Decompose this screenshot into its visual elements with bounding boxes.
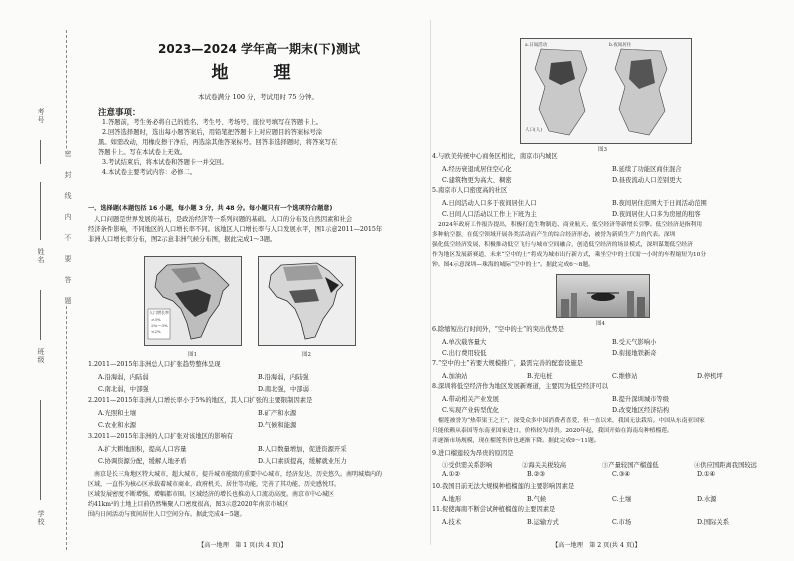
attention-item: 答题卡上。写在本试卷上无效。 <box>98 149 187 156</box>
margin-kaohao: 考号 <box>37 108 45 124</box>
intro2-line: 围内日间活动与夜间居住人口空间分布。据此完成4～5题。 <box>88 511 246 518</box>
page-divider <box>430 20 431 545</box>
intro6-line: 强化低空经济发展，积极推动低空飞行与城市空间融合，创造低空经济的场景模式，深圳谋划低空经济 <box>432 242 693 248</box>
q1-option-a[interactable]: A.沿海弱，内陆弱 <box>98 374 149 381</box>
q4-option-d[interactable]: D.昼夜流动人口差别更大 <box>612 177 682 184</box>
q8-option-d[interactable]: D.改变地区经济结构 <box>612 407 670 414</box>
q3-option-b[interactable]: B.人口数量增加，促进资源开采 <box>258 446 347 453</box>
question-11: 11.促使海南不断尝试种植榴莲的主要因素是 <box>432 506 556 513</box>
intro6-line: 多种航空器，在低空领域开展各类活动而产生的综合经济形态，被誉为新质生产力的代表。深圳 <box>432 232 676 238</box>
figure-3-nanjing-population-map <box>520 38 692 144</box>
q9-statement: ②海关关税较高 <box>522 462 567 469</box>
question-10: 10.我国目前无法大规模种植榴莲的主要影响因素是 <box>432 483 575 490</box>
section1-heading: 一、选择题(本题包括 16 小题，每小题 3 分，共 48 分。每小题只有一个选项符合题意) <box>88 205 333 212</box>
q11-option-c[interactable]: C.市场 <box>612 519 632 526</box>
q1-option-b[interactable]: B.沿海弱，内陆强 <box>258 374 309 381</box>
q6-option-b[interactable]: B.受天气影响小 <box>612 339 657 346</box>
binding-margin <box>0 0 86 561</box>
q9-option-a[interactable]: A.①② <box>442 471 460 478</box>
margin-xuexiao: 学校 <box>37 510 45 526</box>
africa-climate-map-icon <box>259 257 355 345</box>
q4-option-c[interactable]: C.建筑物更为高大、稠密 <box>442 177 512 184</box>
q8-option-c[interactable]: C.实现产业转型优化 <box>442 407 499 414</box>
intro6-line: 作为地区发展新赛道，未来“空中的士”将成为城市出行新方式，乘坐空中的士仅需一小时的车程缩短为10分 <box>432 252 707 258</box>
q5-option-b[interactable]: B.夜间居住范围大于日间活动范围 <box>612 200 707 207</box>
q4-option-a[interactable]: A.经历衰退成居住空心化 <box>442 166 512 173</box>
attention-item: 4.本试卷主要考试内容：必修二。 <box>102 169 197 176</box>
q9-option-d[interactable]: D.①④ <box>697 471 716 478</box>
q2-option-c[interactable]: C.农业和水源 <box>98 422 137 429</box>
q5-option-d[interactable]: D.夜间居住人口多为房屋的租客 <box>612 211 701 218</box>
q1-option-c[interactable]: C.南北弱，中部强 <box>98 386 149 393</box>
question-4: 4.与欧美传统中心商务区相比，南京市内城区 <box>432 153 558 160</box>
figure-2-africa-climate-map <box>258 256 356 346</box>
attention-item: 3.考试结束后，将本试卷和答题卡一并交回。 <box>102 159 228 166</box>
fig3-label-a: a.日间活动 <box>525 43 548 48</box>
figure-1-africa-growth-map <box>144 256 242 346</box>
figure-4-caption: 图4 <box>596 321 605 327</box>
nanjing-map-icon <box>521 39 691 143</box>
q9-option-c[interactable]: C.③④ <box>612 471 630 478</box>
q3-option-c[interactable]: C.协调资源分配，缓解人地矛盾 <box>98 458 187 465</box>
attention-heading: 注意事项： <box>98 108 141 118</box>
q8-option-b[interactable]: B.提升深圳城市等级 <box>612 396 670 403</box>
q10-option-d[interactable]: D.水源 <box>697 496 717 503</box>
q3-option-a[interactable]: A.扩大耕地面积，提高人口容量 <box>98 446 187 453</box>
q10-option-b[interactable]: B.气候 <box>527 496 547 503</box>
margin-xingming: 姓名 <box>37 248 45 264</box>
q7-option-c[interactable]: C.维修站 <box>612 373 638 380</box>
q9-statement: ④供应国距离我国较远 <box>694 462 757 469</box>
q10-option-c[interactable]: C.土壤 <box>612 496 632 503</box>
q4-option-b[interactable]: B.延续了功能区商住混合 <box>612 166 682 173</box>
intro2-line: 南京是长三角地区特大城市，超大城市，提升城市能级的重要中心城市，经济发达、历史悠久。南明城墙内的 <box>94 471 383 478</box>
intro2-line: 区域，一直作为核心区承载着城市商业、政府机关、居住等功能，完善了其功能、历史感悦耳。 <box>88 481 341 488</box>
margin-banji: 班级 <box>37 348 45 364</box>
exam-year-title: 2023—2024 学年高一期末(下)测试 <box>158 42 360 56</box>
intro2-line: 约41km²的土地上目前仍然集聚人口密度很高，图3示意2020年南京市城区 <box>88 501 289 508</box>
q11-option-a[interactable]: A.技术 <box>442 519 462 526</box>
fig3-legend: 人口(人) <box>525 128 543 133</box>
q6-option-a[interactable]: A.单次载客量大 <box>442 339 487 346</box>
xingming-line <box>40 182 41 240</box>
q7-option-a[interactable]: A.加油站 <box>442 373 468 380</box>
q9-statement: ③产量较国产榴莲低 <box>602 462 659 469</box>
footer-page-2: 【高一地理 第 2 页(共 4 页)】 <box>552 542 641 549</box>
q3-option-d[interactable]: D.人口素质提高，缓解就业压力 <box>258 458 347 465</box>
q6-option-d[interactable]: D.衔接地铁新奇 <box>612 350 657 357</box>
question-2: 2.2011—2015年非洲人口增长率小于5%的地区，其人口扩张的主要限制因素是 <box>88 397 313 404</box>
question-9: 9.进口榴莲较为昂贵的原因是 <box>432 450 514 457</box>
figure-3-caption: 图3 <box>598 147 607 153</box>
intro-line: 经济条件影响，不同地区的人口增长率不同。该地区人口增长率与人口发展水平，图1示意2011—2015年 <box>88 226 383 233</box>
question-3: 3.2011—2015年非洲的人口扩张对该地区的影响有 <box>88 433 234 440</box>
figure-2-caption: 图2 <box>302 352 311 358</box>
q11-option-d[interactable]: D.国际关系 <box>697 519 730 526</box>
q5-option-a[interactable]: A.日间活动人口多于夜间居住人口 <box>442 200 537 207</box>
q2-option-b[interactable]: B.矿产和水源 <box>258 410 297 417</box>
attention-item: 2.回答选择题时，选出每小题答案后，用铅笔把答题卡上对应题目的答案标号涂 <box>102 129 323 136</box>
question-7: 7.“空中的士”若要大规模推广，最需完善的配套设施是 <box>432 360 583 367</box>
subject-title: 地 理 <box>211 63 305 83</box>
intro6-line: 钟。图4示意深圳—珠海的城际“空中的士”。据此完成6～8题。 <box>432 262 594 268</box>
fig3-label-b: b.夜间居住 <box>609 43 632 48</box>
kaohao-line <box>40 140 41 164</box>
intro9-line: 榴莲被誉为“热带果王之王”，深受众多中国消费者喜爱，但一直以来，我国无法栽培。中国从东南亚国家 <box>438 418 705 424</box>
question-1: 1.2011—2015年非洲总人口扩张趋势整体呈现 <box>88 361 221 368</box>
air-taxi-icon <box>557 275 649 317</box>
q9-option-b[interactable]: B.②③ <box>527 471 545 478</box>
intro9-line: 并逐渐市场规模，现在榴莲售价也逐渐下降。据此完成9～11题。 <box>432 438 600 444</box>
q2-option-d[interactable]: D.气候和能源 <box>258 422 297 429</box>
q7-option-d[interactable]: D.停机坪 <box>697 373 723 380</box>
intro-line: 人口问题是世界发展的基石，是政治经济等一系列问题的基础。人口的分布及自然因素和社会 <box>94 216 353 223</box>
q9-statement: ①受供需关系影响 <box>442 462 493 469</box>
intro9-line: 只能依赖从泰国等东南亚国家进口，价格较为昂贵。2020年起，我国开始在海南岛种植榴莲。 <box>432 428 673 434</box>
q5-option-c[interactable]: C.日间人口活动以工作上下班为主 <box>442 211 537 218</box>
intro6-line: 2024年政府工作报告提出，积极打造生物制造、商业航天、低空经济等新增长引擎。低空经济是指利用 <box>438 222 703 228</box>
q11-option-b[interactable]: B.运输方式 <box>527 519 559 526</box>
attention-item: 1.答题前，考生务必将自己的姓名、考生号、考场号、座位号填写在答题卡上。 <box>102 119 323 126</box>
legend-item: 2%～3% <box>151 323 168 328</box>
legend-item: <2% <box>151 329 161 334</box>
footer-page-1: 【高一地理 第 1 页(共 4 页)】 <box>198 542 287 549</box>
intro-line: 非洲人口增长率分布，图2示意非洲气候分布图，据此完成1～3题。 <box>88 236 277 243</box>
banji-line <box>40 290 41 340</box>
exam-note: 本试卷满分 100 分，考试用时 75 分钟。 <box>198 93 318 101</box>
question-5: 5.南京市人口密度高的社区 <box>432 187 508 194</box>
seal-text: 密 封 线 内 不 要 答 题 <box>64 150 72 304</box>
intro2-line: 区域发展密度不断增强，增幅都市圈。区域经济的增长也推动人口流动高度。南京市中心城区 <box>88 491 335 498</box>
attention-item: 黑。如需改动，用橡皮擦干净后，再选涂其他答案标号。回答非选择题时，将答案写在 <box>98 139 338 146</box>
xuexiao-line <box>40 400 41 500</box>
q6-option-c[interactable]: C.出行费用较低 <box>442 350 487 357</box>
legend-item: >3% <box>151 317 161 322</box>
legend-title: 人口增长率 <box>149 310 169 315</box>
figure-4-air-taxi-photo <box>556 274 650 318</box>
figure-1-caption: 图1 <box>188 352 197 358</box>
q10-option-a[interactable]: A.地形 <box>442 496 462 503</box>
question-6: 6.除缩短出行时间外，“空中的士”的突出优势是 <box>432 326 565 333</box>
q8-option-a[interactable]: A.带动相关产业发展 <box>442 396 499 403</box>
question-8: 8.深圳将低空经济作为地区发展新赛道，主要因为低空经济可以 <box>432 383 609 390</box>
q1-option-d[interactable]: D.南北强，中部弱 <box>258 386 309 393</box>
q2-option-a[interactable]: A.光照和土壤 <box>98 410 137 417</box>
q7-option-b[interactable]: B.充电桩 <box>527 373 553 380</box>
